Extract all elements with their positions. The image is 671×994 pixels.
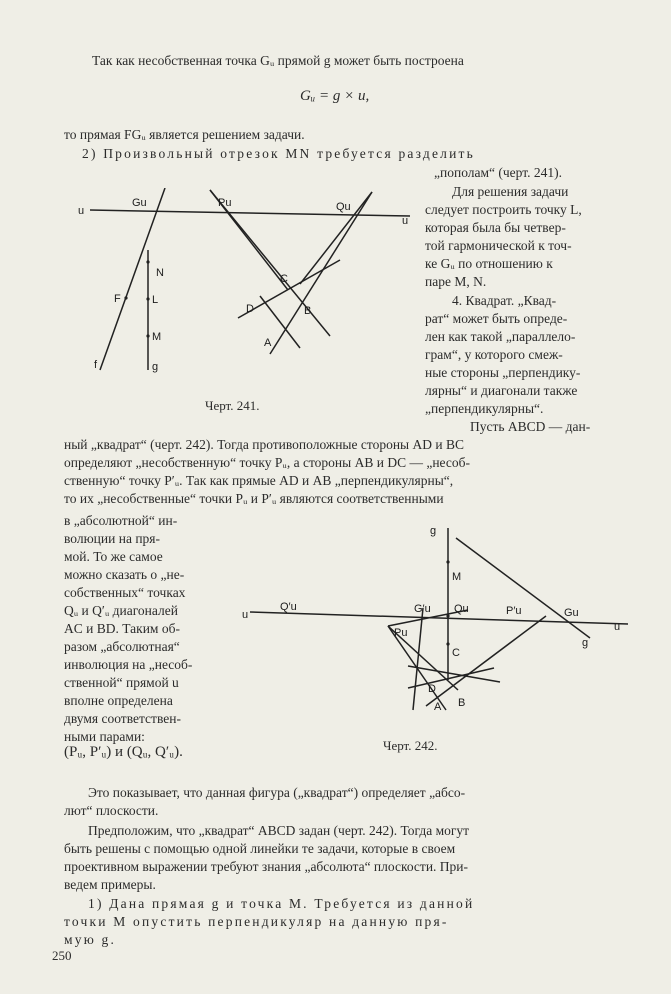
caption-fig-241: Черт. 241. (205, 398, 260, 413)
label-d: D (428, 683, 436, 695)
text-line: Пусть ABCD — дан- (470, 419, 591, 434)
text-line: инволюция на „несоб- (64, 657, 193, 672)
text-line: ные стороны „перпендику- (425, 365, 581, 380)
label-f-lower: f (94, 359, 98, 371)
text-line: в „абсолютной“ ин- (64, 513, 178, 528)
text-line: то их „несобственные“ точки Pᵤ и P′ᵤ являются соответственными (64, 491, 444, 506)
text-line: ными парами: (64, 729, 145, 744)
text-line: Qᵤ и Q′ᵤ диагоналей (64, 603, 178, 618)
label-c: C (452, 647, 460, 659)
label-pu: Pu (218, 197, 232, 209)
label-m: M (152, 331, 162, 343)
formula: Gᵤ = g × u, (300, 88, 370, 104)
label-f-upper: F (114, 293, 121, 305)
text-line: паре M, N. (425, 274, 487, 289)
text-line: 2) Произвольный отрезок MN требуется разделить (82, 146, 475, 161)
text-line: мую g. (64, 932, 117, 947)
label-qu-prime: Q′u (280, 601, 297, 613)
page-number: 250 (52, 948, 72, 963)
label-gu: Gu (564, 607, 579, 619)
label-c: C (280, 273, 288, 285)
text-line: AC и BD. Таким об- (64, 621, 180, 636)
label-b: B (458, 697, 466, 709)
text-line: „перпендикулярны“. (425, 401, 544, 416)
text-line: которая была бы четвер- (425, 220, 566, 235)
text-line: то прямая FGᵤ является решением задачи. (64, 127, 305, 142)
text-line: Это показывает, что данная фигура („квадрат“) определяет „абсо- (88, 785, 466, 800)
text-line: (Pᵤ, P′ᵤ) и (Qᵤ, Q′ᵤ). (64, 744, 183, 760)
figure-241 (60, 188, 420, 380)
caption-fig-242: Черт. 242. (383, 738, 438, 753)
label-a: A (264, 337, 272, 349)
label-pu: Pu (394, 627, 408, 639)
text-line: Предположим, что „квадрат“ ABCD задан (черт. 242). Тогда могут (88, 823, 470, 838)
label-g: g (152, 361, 159, 373)
text-line: ведем примеры. (64, 877, 156, 892)
label-gu: Gu (132, 197, 147, 209)
label-g-top: g (430, 525, 437, 537)
label-u-right: u (402, 215, 409, 227)
text-line: можно сказать о „не- (64, 567, 185, 582)
label-d: D (246, 303, 254, 315)
label-qu: Qu (454, 603, 469, 615)
text-line: волюции на пря- (64, 531, 160, 546)
text-line: проективном выражении требуют знания „абсолюта“ плоскости. При- (64, 859, 469, 874)
text-line: 4. Квадрат. „Квад- (452, 293, 557, 308)
label-a: A (434, 701, 442, 713)
label-b: B (304, 305, 312, 317)
text-line: определяют „несобственную“ точку Pᵤ, а стороны AB и DC — „несоб- (64, 455, 470, 470)
label-u-right: u (614, 621, 621, 633)
label-u-left: u (242, 609, 249, 621)
text-line: ственную“ точку P′ᵤ. Так как прямые AD и AB „перпендикулярны“, (64, 473, 454, 488)
text-line: лют“ плоскости. (64, 803, 159, 818)
label-n: N (156, 267, 164, 279)
figure-242 (238, 520, 656, 720)
text-line: ный „квадрат“ (черт. 242). Тогда противоположные стороны AD и BC (64, 437, 464, 452)
label-qu: Qu (336, 201, 351, 213)
text-line: быть решены с помощью одной линейки те задачи, которые в своем (64, 841, 456, 856)
text-line: Так как несобственная точка Gᵤ прямой g может быть построена (92, 53, 464, 68)
text-line: собственных“ точках (64, 585, 186, 600)
label-m: M (452, 571, 462, 583)
text-line: точки M опустить перпендикуляр на данную пря- (64, 914, 449, 929)
text-line: 1) Дана прямая g и точка M. Требуется из данной (88, 896, 475, 911)
text-line: рат“ может быть опреде- (425, 311, 568, 326)
label-g-right: g (582, 637, 589, 649)
text-line: следует построить точку L, (425, 202, 582, 217)
text-line: вполне определена (64, 693, 173, 708)
label-l: L (152, 294, 159, 306)
text-line: грам“, у которого смеж- (425, 347, 563, 362)
text-line: ственной“ прямой u (64, 675, 179, 690)
text-line: той гармонической к точ- (425, 238, 572, 253)
text-line: двумя соответствен- (64, 711, 181, 726)
label-gu-prime: G′u (414, 603, 431, 615)
text-line: лен как такой „параллело- (425, 329, 576, 344)
text-line: „пополам“ (черт. 241). (434, 165, 563, 180)
label-u-left: u (78, 205, 85, 217)
text-line: Для решения задачи (452, 184, 569, 199)
label-pu-prime: P′u (506, 605, 522, 617)
text-line: лярны“ и диагонали также (425, 383, 578, 398)
text-line: ке Gᵤ по отношению к (425, 256, 553, 271)
text-line: разом „абсолютная“ (64, 639, 180, 654)
text-line: мой. То же самое (64, 549, 163, 564)
